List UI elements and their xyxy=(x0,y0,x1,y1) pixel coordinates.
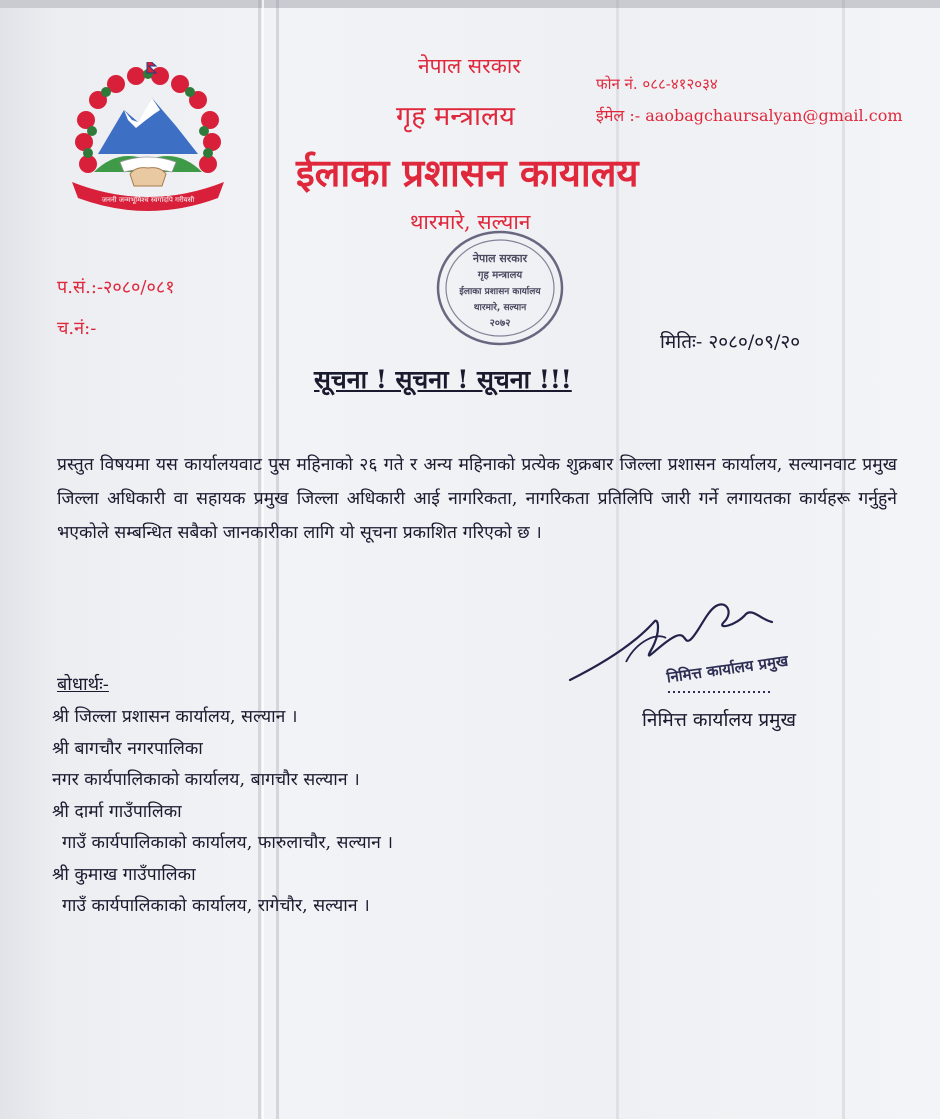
stamp-line: ईलाका प्रशासन कार्यालय xyxy=(459,287,541,297)
recipient-line: नगर कार्यपालिकाको कार्यालय, बागचौर सल्यान । xyxy=(52,770,360,790)
stamp-line: गृह मन्त्रालय xyxy=(477,270,523,281)
office-stamp xyxy=(430,222,570,350)
notice-body: प्रस्तुत विषयमा यस कार्यालयवाट पुस महिनाको २६ गते र अन्य महिनाको प्रत्येक शुक्रबार जिल्ला प्रशासन कार्यालय, सल्यानवाट प्रमुख जिल्ला अधिकारी वा सहायक प्रमुख जिल्ला अधिकारी आई नागरिकता, नागरिकता प्रतिलिपि जारी गर्ने लगायतका कार्यहरू गर्नुहुने भएकोले सम्बन्धित सबैको जानकारीका लागि यो सूचना प्रकाशित गरिएको छ । xyxy=(57,455,897,543)
recipient-line: श्री जिल्ला प्रशासन कार्यालय, सल्यान । xyxy=(52,707,298,727)
recipients-list xyxy=(52,702,393,923)
scan-top-edge xyxy=(0,0,940,8)
letter-number: प.सं.:-२०८०/०८१ xyxy=(57,277,175,298)
ministry-name: गृह मन्त्रालय xyxy=(396,101,515,132)
signature-block xyxy=(566,592,816,702)
dispatch-number: च.नं:- xyxy=(57,318,97,339)
recipient-line: श्री बागचौर नगरपालिका xyxy=(52,738,203,759)
fold-crease xyxy=(842,0,845,1119)
notice-heading: सूचना ! सूचना ! सूचना !!! xyxy=(314,365,572,394)
fold-crease xyxy=(258,0,261,1119)
email-address: ईमेल :- aaobagchaursalyan@gmail.com xyxy=(596,106,903,125)
fold-crease xyxy=(276,0,279,1119)
stamp-line: नेपाल सरकार xyxy=(472,252,528,265)
emblem-banner-text: जननी जन्मभूमिश्च स्वर्गादपि गरीयसी xyxy=(101,196,195,204)
signature-stamp-text: निमित्त कार्यालय प्रमुख xyxy=(665,651,790,687)
signatory-title: निमित्त कार्यालय प्रमुख xyxy=(642,709,797,731)
stamp-line: थारमारे, सल्यान xyxy=(473,303,527,313)
recipient-line: श्री दार्मा गाउँपालिका xyxy=(52,801,182,822)
recipients-label: बोधार्थः- xyxy=(57,674,109,695)
letter-date: मितिः- २०८०/०९/२० xyxy=(660,331,801,353)
stamp-line: २०७२ xyxy=(489,318,511,329)
recipient-line: गाउँ कार्यपालिकाको कार्यालय, फारुलाचौर, सल्यान । xyxy=(62,833,394,853)
recipient-line: श्री कुमाख गाउँपालिका xyxy=(52,864,196,885)
nepal-emblem-icon xyxy=(58,62,238,212)
recipient-line: गाउँ कार्यपालिकाको कार्यालय, रागेचौर, सल्यान । xyxy=(62,896,370,916)
phone-number: फोन नं. ०८८-४१२०३४ xyxy=(596,75,718,93)
office-name: ईलाका प्रशासन कायालय xyxy=(296,150,639,195)
fold-highlight xyxy=(262,0,264,1119)
government-name: नेपाल सरकार xyxy=(418,54,521,78)
office-location: थारमारे, सल्यान xyxy=(410,210,531,234)
